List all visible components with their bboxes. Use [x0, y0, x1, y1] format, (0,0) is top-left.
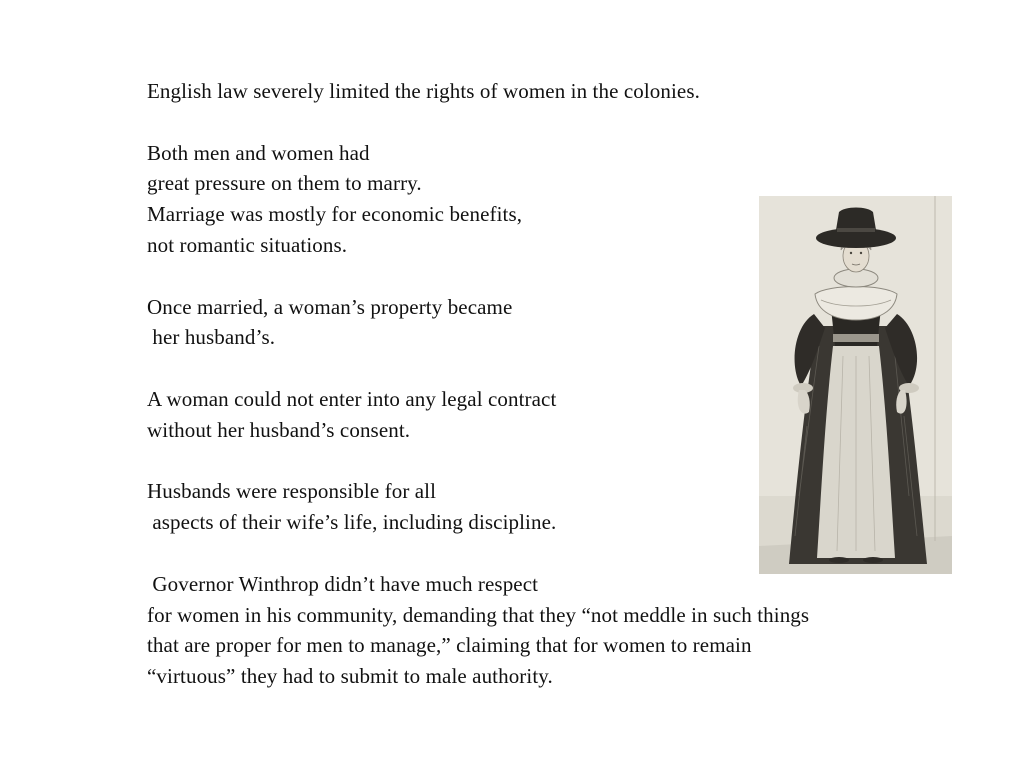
- text-line: for women in his community, demanding that they “not meddle in such things: [147, 602, 810, 627]
- paragraph-winthrop: [147, 569, 967, 692]
- engraving-puritan-woman-icon: [759, 196, 952, 574]
- text-line: not romantic situations.: [147, 232, 348, 257]
- text-line: Husbands were responsible for all: [147, 479, 437, 504]
- paragraph-intro: [147, 76, 967, 107]
- portrait-image: [759, 196, 952, 574]
- text-line: “virtuous” they had to submit to male authority.: [147, 664, 553, 689]
- text-line: English law severely limited the rights of women in the colonies.: [147, 79, 700, 103]
- text-line: her husband’s.: [147, 325, 276, 350]
- text-line: Both men and women had: [147, 140, 370, 165]
- text-line: that are proper for men to manage,” claiming that for women to remain: [147, 633, 752, 658]
- text-line: aspects of their wife’s life, including discipline.: [147, 510, 557, 535]
- text-line: Governor Winthrop didn’t have much respect: [147, 571, 539, 596]
- text-line: without her husband’s consent.: [147, 417, 411, 442]
- text-line: Marriage was mostly for economic benefits,: [147, 202, 523, 227]
- text-line: Once married, a woman’s property became: [147, 294, 513, 319]
- text-line: A woman could not enter into any legal contract: [147, 386, 557, 411]
- text-line: great pressure on them to marry.: [147, 171, 422, 196]
